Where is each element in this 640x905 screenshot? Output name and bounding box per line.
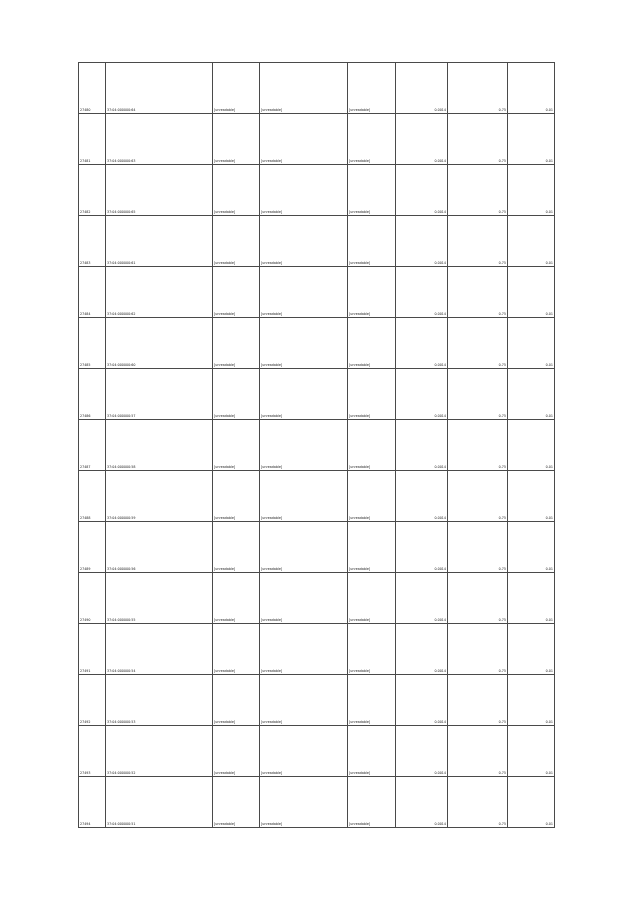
row-number: 27493 [80,770,91,775]
row-number: 27487 [80,464,91,469]
table-row [79,267,555,318]
cadastral-number: 37:04:000000:60 [107,362,136,367]
land-category: [unreadable] [261,770,283,775]
result-cell: 0.01 [545,617,553,622]
row-number: 27488 [80,515,91,520]
row-number: 27483 [80,260,91,265]
row-number: 27492 [80,719,91,724]
table-row [79,675,555,726]
table-row [79,369,555,420]
row-number: 27491 [80,668,91,673]
table-row [79,318,555,369]
result-cell: 0.01 [545,311,553,316]
table-body [79,63,555,828]
row-number: 27484 [80,311,91,316]
table-row [79,522,555,573]
permitted-use: [unreadable] [349,668,371,673]
location-description: [unreadable] [214,362,236,367]
register-sheet [78,62,554,828]
location-description: [unreadable] [214,209,236,214]
result-cell: 0.01 [545,770,553,775]
cadastral-number: 37:04:000000:53 [107,719,136,724]
value-cell: 0.0014 [434,260,446,265]
table-row [79,573,555,624]
location-description: [unreadable] [214,668,236,673]
land-category: [unreadable] [261,464,283,469]
value-cell: 0.0014 [434,209,446,214]
value-cell: 0.0014 [434,464,446,469]
land-category: [unreadable] [261,566,283,571]
cadastral-number: 37:04:000000:55 [107,617,136,622]
coefficient-cell: 0.75 [498,821,506,826]
land-category: [unreadable] [261,413,283,418]
permitted-use: [unreadable] [349,107,371,112]
permitted-use: [unreadable] [349,413,371,418]
coefficient-cell: 0.75 [498,158,506,163]
coefficient-cell: 0.75 [498,260,506,265]
land-category: [unreadable] [261,668,283,673]
land-category: [unreadable] [261,617,283,622]
table-row [79,114,555,165]
coefficient-cell: 0.75 [498,311,506,316]
cadastral-number: 37:04:000000:64 [107,107,136,112]
table-row [79,216,555,267]
coefficient-cell: 0.75 [498,668,506,673]
result-cell: 0.01 [545,158,553,163]
coefficient-cell: 0.75 [498,566,506,571]
permitted-use: [unreadable] [349,566,371,571]
table-row [79,63,555,114]
location-description: [unreadable] [214,413,236,418]
result-cell: 0.01 [545,821,553,826]
cadastral-number: 37:04:000000:54 [107,668,136,673]
coefficient-cell: 0.75 [498,515,506,520]
land-category: [unreadable] [261,209,283,214]
result-cell: 0.01 [545,515,553,520]
permitted-use: [unreadable] [349,617,371,622]
coefficient-cell: 0.75 [498,770,506,775]
value-cell: 0.0014 [434,668,446,673]
row-number: 27481 [80,158,91,163]
row-number: 27490 [80,617,91,622]
cadastral-number: 37:04:000000:58 [107,464,136,469]
land-category: [unreadable] [261,311,283,316]
cadastral-number: 37:04:000000:52 [107,770,136,775]
permitted-use: [unreadable] [349,260,371,265]
location-description: [unreadable] [214,515,236,520]
table-row [79,777,555,828]
result-cell: 0.01 [545,668,553,673]
value-cell: 0.0014 [434,515,446,520]
land-category: [unreadable] [261,158,283,163]
coefficient-cell: 0.75 [498,107,506,112]
cadastral-number: 37:04:000000:51 [107,821,136,826]
permitted-use: [unreadable] [349,209,371,214]
land-category: [unreadable] [261,260,283,265]
coefficient-cell: 0.75 [498,719,506,724]
result-cell: 0.01 [545,464,553,469]
value-cell: 0.0014 [434,617,446,622]
location-description: [unreadable] [214,719,236,724]
permitted-use: [unreadable] [349,362,371,367]
permitted-use: [unreadable] [349,821,371,826]
result-cell: 0.01 [545,719,553,724]
value-cell: 0.0014 [434,566,446,571]
result-cell: 0.01 [545,107,553,112]
location-description: [unreadable] [214,260,236,265]
row-number: 27494 [80,821,91,826]
cadastral-number: 37:04:000000:62 [107,311,136,316]
land-category: [unreadable] [261,821,283,826]
location-description: [unreadable] [214,107,236,112]
cadastral-number: 37:04:000000:65 [107,209,136,214]
coefficient-cell: 0.75 [498,413,506,418]
value-cell: 0.0014 [434,719,446,724]
location-description: [unreadable] [214,566,236,571]
cadastral-number: 37:04:000000:57 [107,413,136,418]
permitted-use: [unreadable] [349,464,371,469]
coefficient-cell: 0.75 [498,209,506,214]
value-cell: 0.0014 [434,362,446,367]
permitted-use: [unreadable] [349,158,371,163]
table-row [79,165,555,216]
result-cell: 0.01 [545,362,553,367]
table-row [79,726,555,777]
land-category: [unreadable] [261,719,283,724]
register-table [78,62,555,828]
location-description: [unreadable] [214,770,236,775]
row-number: 27486 [80,413,91,418]
location-description: [unreadable] [214,158,236,163]
result-cell: 0.01 [545,413,553,418]
coefficient-cell: 0.75 [498,617,506,622]
value-cell: 0.0014 [434,413,446,418]
row-number: 27482 [80,209,91,214]
cadastral-number: 37:04:000000:56 [107,566,136,571]
table-row [79,471,555,522]
value-cell: 0.0014 [434,311,446,316]
row-number: 27480 [80,107,91,112]
permitted-use: [unreadable] [349,515,371,520]
table-row [79,624,555,675]
value-cell: 0.0014 [434,107,446,112]
permitted-use: [unreadable] [349,719,371,724]
location-description: [unreadable] [214,311,236,316]
value-cell: 0.0014 [434,158,446,163]
cadastral-number: 37:04:000000:59 [107,515,136,520]
table-row [79,420,555,471]
location-description: [unreadable] [214,464,236,469]
location-description: [unreadable] [214,821,236,826]
result-cell: 0.01 [545,260,553,265]
permitted-use: [unreadable] [349,770,371,775]
row-number: 27485 [80,362,91,367]
result-cell: 0.01 [545,566,553,571]
row-number: 27489 [80,566,91,571]
cadastral-number: 37:04:000000:63 [107,158,136,163]
result-cell: 0.01 [545,209,553,214]
value-cell: 0.0014 [434,770,446,775]
coefficient-cell: 0.75 [498,362,506,367]
land-category: [unreadable] [261,362,283,367]
land-category: [unreadable] [261,107,283,112]
permitted-use: [unreadable] [349,311,371,316]
value-cell: 0.0014 [434,821,446,826]
coefficient-cell: 0.75 [498,464,506,469]
location-description: [unreadable] [214,617,236,622]
land-category: [unreadable] [261,515,283,520]
cadastral-number: 37:04:000000:61 [107,260,136,265]
